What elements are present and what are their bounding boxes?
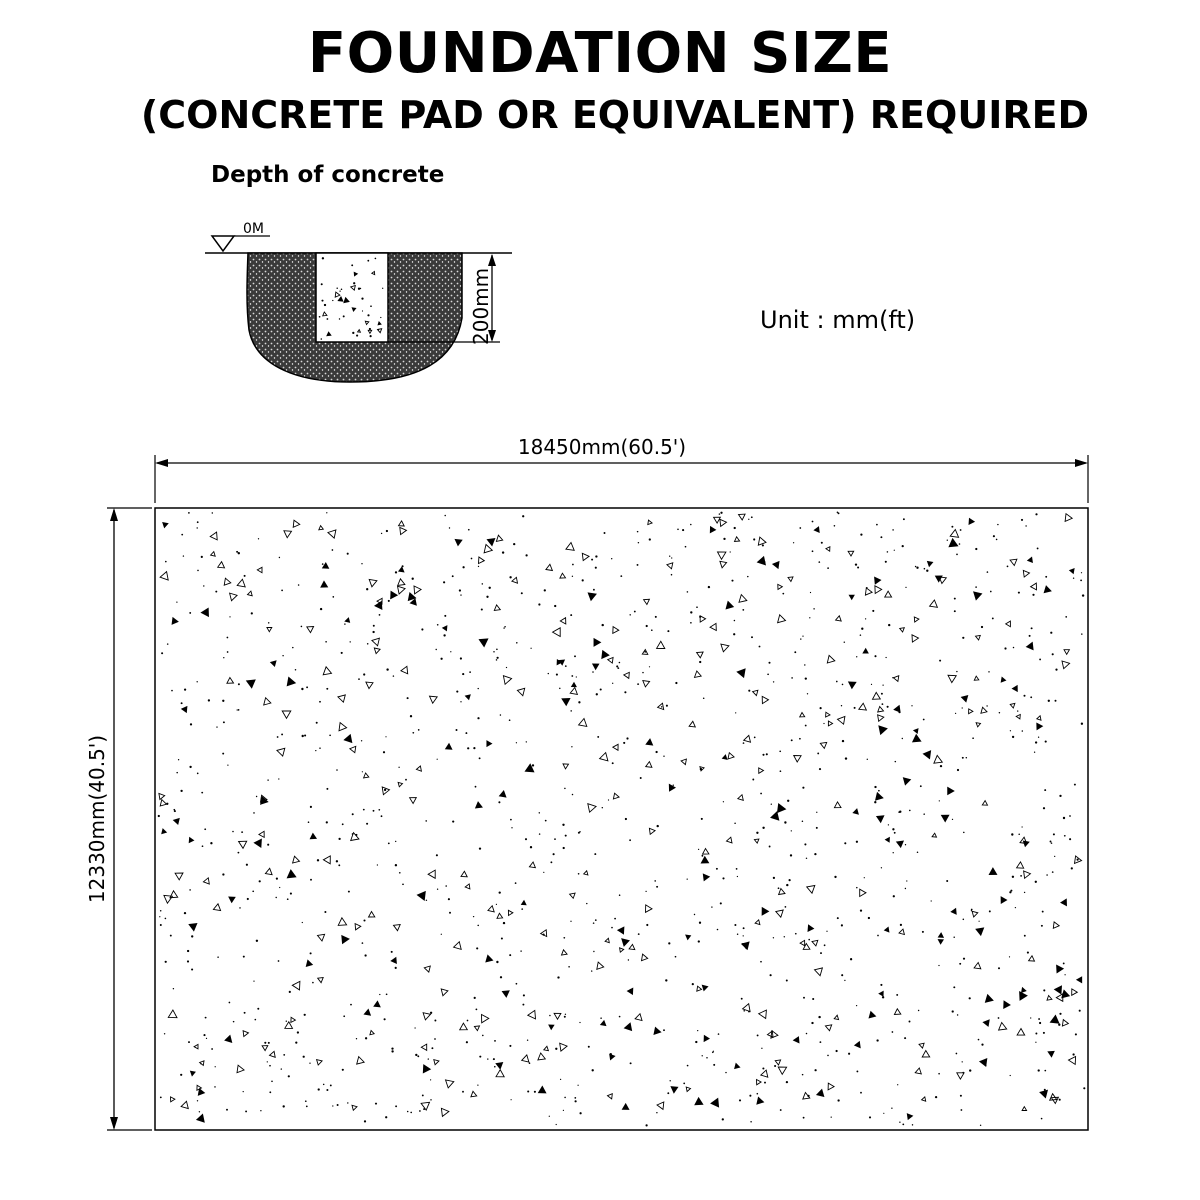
concrete-cross-section <box>205 221 512 382</box>
width-label: 18450mm(60.5') <box>517 435 687 459</box>
concrete-block <box>316 253 388 342</box>
depth-heading: Depth of concrete <box>211 162 445 188</box>
page-subtitle: (CONCRETE PAD OR EQUIVALENT) REQUIRED <box>140 93 1090 137</box>
depth-label: 200mm <box>469 267 493 345</box>
plan-view <box>85 435 1088 1130</box>
length-label: 12330mm(40.5') <box>85 734 109 904</box>
ground-level-label: 0M <box>243 221 264 237</box>
unit-label: Unit : mm(ft) <box>760 306 916 334</box>
level-marker-icon <box>212 236 234 251</box>
page-title: FOUNDATION SIZE <box>307 21 893 86</box>
concrete-slab <box>155 508 1088 1130</box>
